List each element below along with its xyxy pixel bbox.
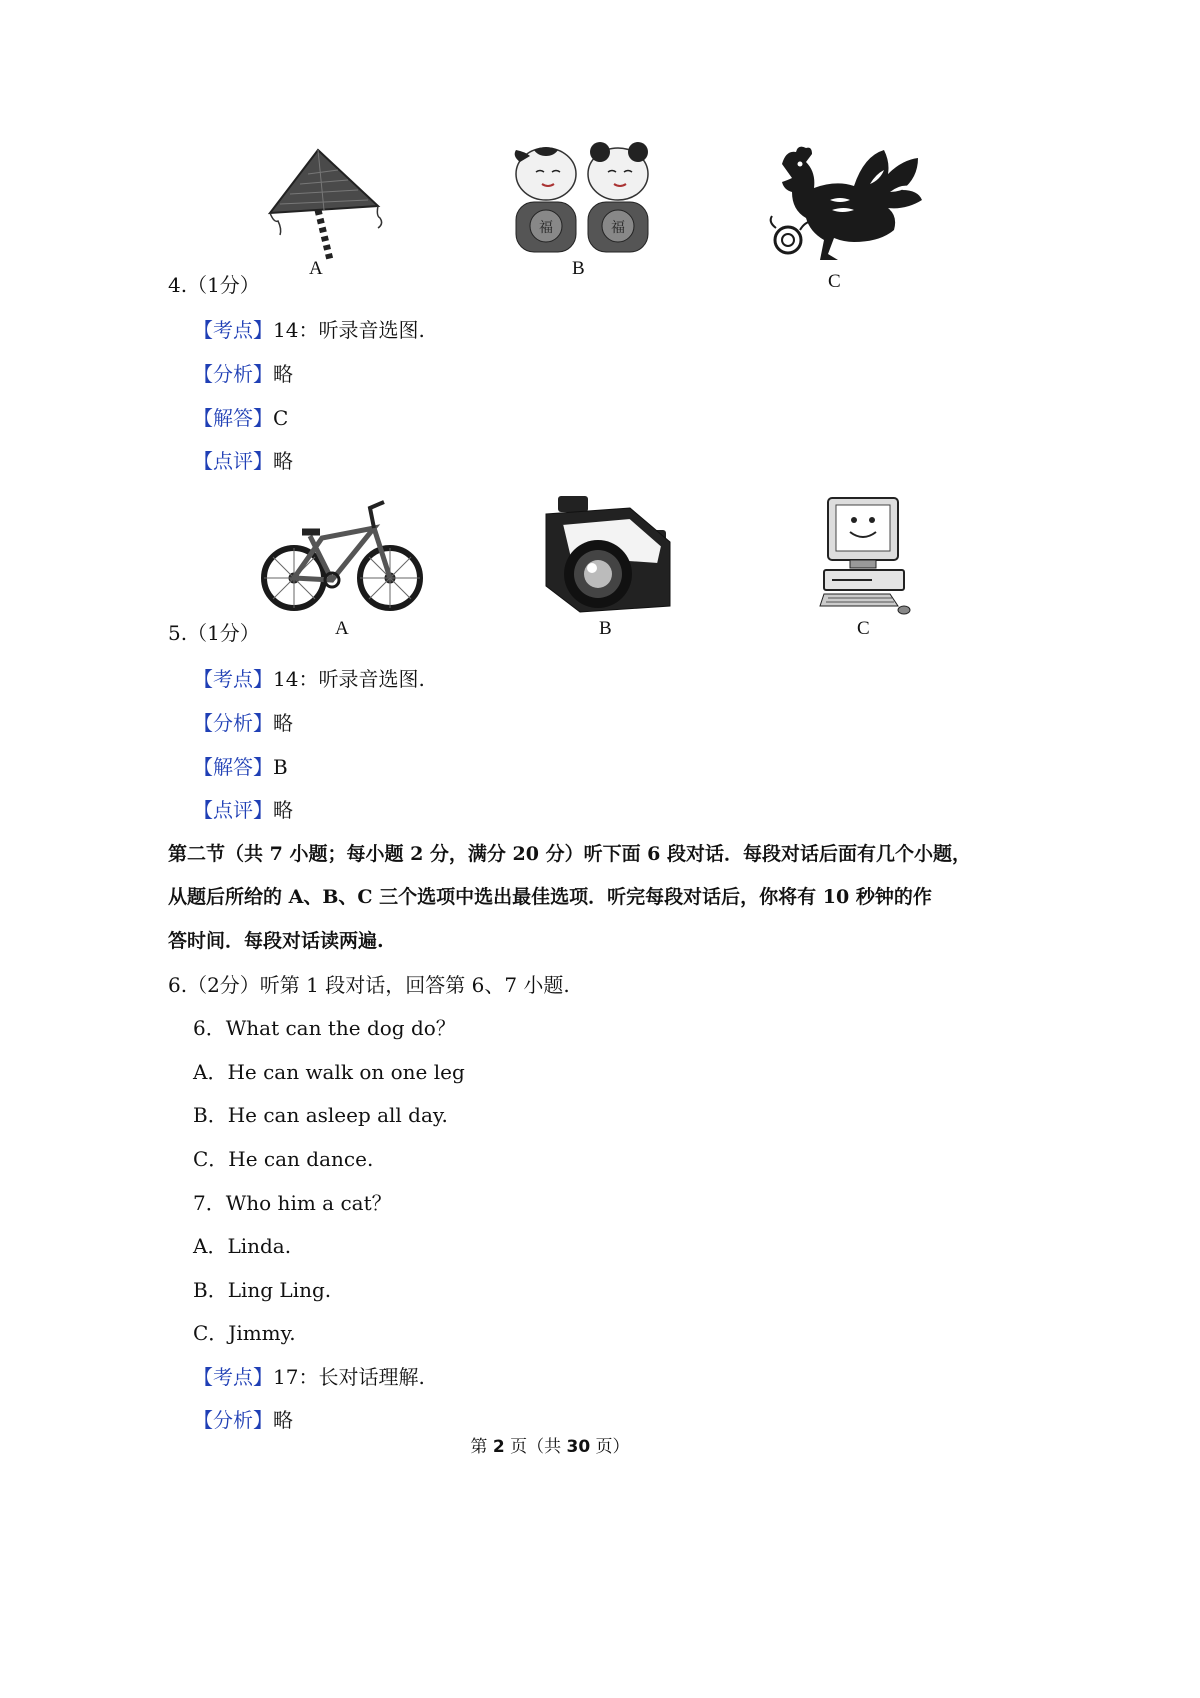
- option-b: B．He can asleep all day.: [193, 1103, 448, 1127]
- section-instruction-line: 从题后所给的 A、B、C 三个选项中选出最佳选项．听完每段对话后，你将有 10 秒钟的作: [168, 886, 932, 908]
- option-b: B．Ling Ling.: [193, 1278, 332, 1302]
- dianping-row: [193, 797, 293, 823]
- fenxi-tag: 【分析】: [193, 711, 273, 735]
- question-number: 4.（1分）: [168, 273, 260, 297]
- svg-text:福: 福: [611, 220, 625, 236]
- dianping-tag: 【点评】: [193, 798, 273, 822]
- option-c: C．He can dance.: [193, 1147, 374, 1171]
- image-label: C: [828, 271, 841, 292]
- fenxi-text: 略: [273, 1408, 293, 1432]
- jieda-row: [193, 405, 288, 431]
- image-label: A: [309, 258, 323, 279]
- kaodian-row: [193, 1364, 425, 1390]
- svg-text:福: 福: [539, 220, 553, 236]
- fenxi-row: [193, 361, 293, 387]
- footer-page-number: 2: [492, 1437, 505, 1457]
- kaodian-tag: 【考点】: [193, 667, 273, 691]
- question-number: 5.（1分）: [168, 621, 260, 645]
- rooster-papercut-icon: [760, 144, 932, 262]
- section-instruction-line: 第二节（共 7 小题；每小题 2 分，满分 20 分）听下面 6 段对话．每段对话后面有几个小题，: [168, 843, 972, 865]
- fenxi-text: 略: [273, 362, 293, 386]
- image-label: B: [572, 258, 585, 279]
- dianping-text: 略: [273, 449, 293, 473]
- sub-question: 7．Who him a cat？: [193, 1191, 392, 1215]
- kaodian-text: 14：听录音选图.: [273, 318, 425, 342]
- fu-dolls-icon: [506, 146, 661, 256]
- jieda-text: C: [273, 406, 289, 430]
- question-number: 6.（2分）听第 1 段对话，回答第 6、7 小题.: [168, 973, 570, 997]
- kaodian-row: [193, 666, 425, 692]
- image-label: C: [857, 618, 870, 639]
- option-c: C．Jimmy.: [193, 1321, 296, 1345]
- kite-icon: [268, 148, 388, 263]
- jieda-row: [193, 754, 288, 780]
- kaodian-tag: 【考点】: [193, 1365, 273, 1389]
- kaodian-row: [193, 317, 425, 343]
- sub-question: 6．What can the dog do？: [193, 1016, 456, 1040]
- bicycle-icon: [262, 498, 424, 616]
- image-label: A: [335, 618, 349, 639]
- dianping-row: [193, 448, 293, 474]
- dianping-tag: 【点评】: [193, 449, 273, 473]
- footer-suffix: 页）: [590, 1437, 630, 1457]
- dianping-text: 略: [273, 798, 293, 822]
- kaodian-text: 14：听录音选图.: [273, 667, 425, 691]
- fenxi-row: [193, 1407, 293, 1433]
- section-instruction-line: 答时间．每段对话读两遍.: [168, 930, 384, 952]
- jieda-text: B: [273, 755, 288, 779]
- image-label: B: [599, 618, 612, 639]
- fenxi-tag: 【分析】: [193, 1408, 273, 1432]
- computer-icon: [820, 496, 912, 616]
- option-a: A．Linda.: [193, 1234, 292, 1258]
- footer-prefix: 第: [470, 1437, 493, 1457]
- fenxi-text: 略: [273, 711, 293, 735]
- jieda-tag: 【解答】: [193, 755, 273, 779]
- fenxi-tag: 【分析】: [193, 362, 273, 386]
- fenxi-row: [193, 710, 293, 736]
- footer-total-pages: 30: [566, 1437, 591, 1457]
- kaodian-tag: 【考点】: [193, 318, 273, 342]
- camera-icon: [540, 494, 675, 614]
- kaodian-text: 17：长对话理解.: [273, 1365, 425, 1389]
- jieda-tag: 【解答】: [193, 406, 273, 430]
- page-footer: [0, 1432, 1100, 1457]
- option-a: A．He can walk on one leg: [193, 1060, 465, 1084]
- footer-middle: 页（共: [504, 1437, 567, 1457]
